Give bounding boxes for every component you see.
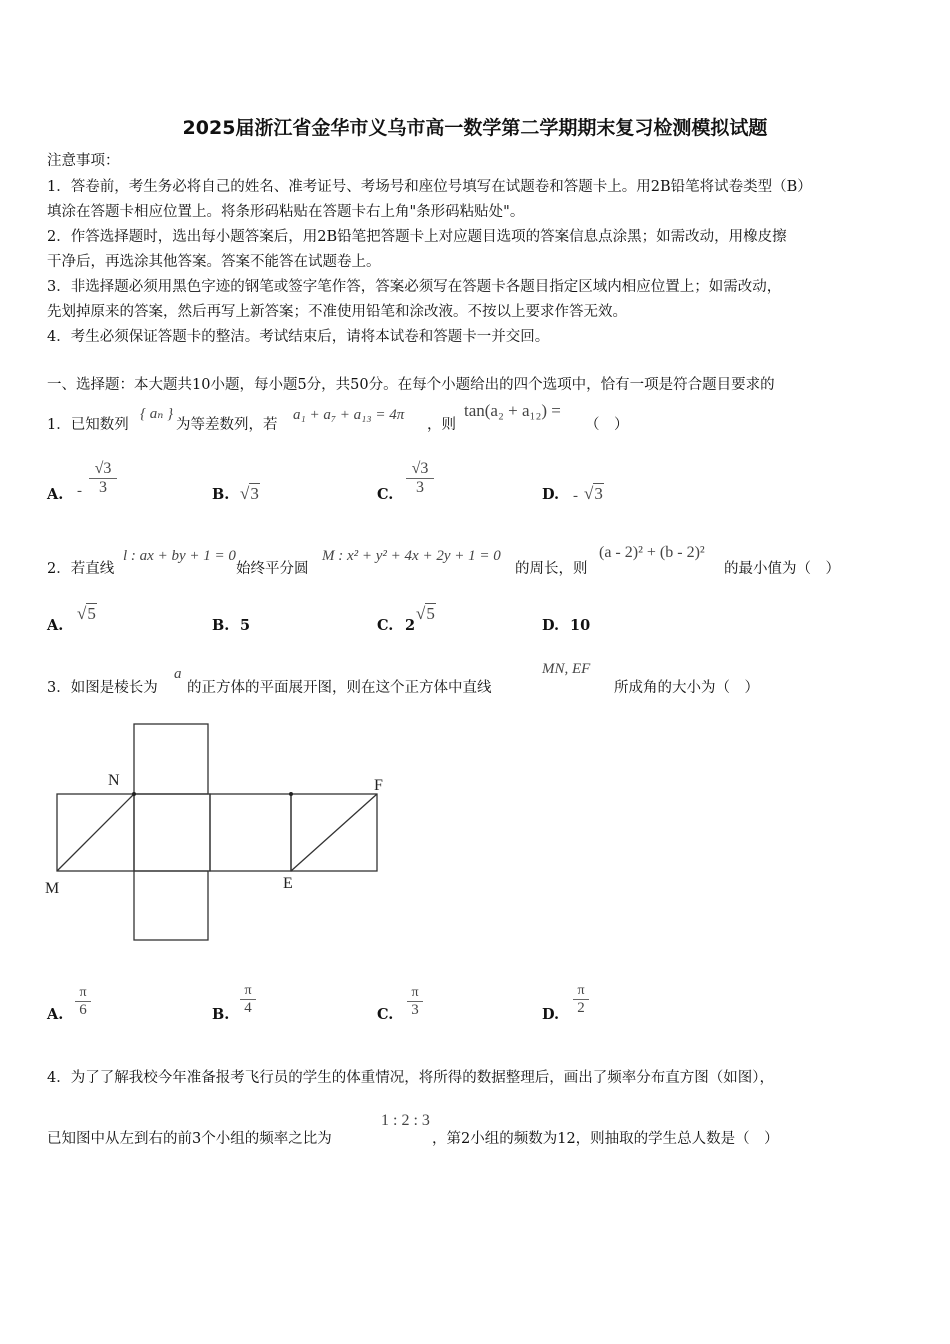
label-e: E: [283, 875, 293, 892]
q3-option-a-numerator: π: [79, 985, 87, 1000]
net-bottom-square: [134, 871, 208, 940]
q3-lines-math: MN, EF: [542, 661, 591, 677]
q2-text-4: 的最小值为（ ）: [724, 561, 840, 577]
q1-option-b-label: B.: [212, 486, 230, 503]
q3-edge-math: a: [174, 666, 182, 682]
q3-option-b-fraction: [240, 983, 256, 1017]
q2-text-2: 始终平分圆: [236, 561, 309, 577]
q3-text-3: 所成角的大小为（ ）: [614, 680, 759, 696]
q3-option-c-denominator: 3: [407, 1001, 423, 1019]
q2-text-3: 的周长，则: [515, 561, 588, 577]
q1-tan-math: tan(a₂ + a₁₂) =: [464, 401, 561, 420]
net-top-square: [134, 724, 208, 794]
q1-option-a-numerator: √3: [94, 460, 112, 477]
q3-option-c-numerator: π: [411, 985, 419, 1000]
q1-text-4: （ ）: [585, 417, 629, 433]
section-heading: 一、选择题：本大题共10小题，每小题5分，共50分。在每个小题给出的四个选项中，恰有一项是符合题目要求的: [47, 377, 775, 393]
q1-option-a-denominator: 3: [89, 478, 117, 497]
point-n-dot: [132, 792, 136, 796]
q2-option-c-sqrt: √5: [416, 604, 435, 623]
q3-text-2: 的正方体的平面展开图，则在这个正方体中直线: [187, 680, 492, 696]
q3-option-d-denominator: 2: [573, 999, 589, 1017]
q4-text-1: 4．为了了解我校今年准备报考飞行员的学生的体重情况，将所得的数据整理后，画出了频率分布直方图（如图），: [47, 1070, 774, 1086]
q3-option-b-denominator: 4: [240, 999, 256, 1017]
q3-option-b-label: B.: [212, 1006, 230, 1023]
q4-text-2: 已知图中从左到右的前3个小组的频率之比为: [47, 1131, 332, 1147]
q1-option-a-label: A.: [47, 486, 64, 503]
q2-option-a-radicand: 5: [87, 604, 96, 623]
q2-option-a-sqrt: √5: [77, 604, 96, 623]
q1-option-d-label: D.: [542, 486, 560, 503]
q2-expr-math: (a - 2)² + (b - 2)²: [599, 544, 705, 561]
q3-option-c-fraction: [407, 985, 423, 1019]
label-n: N: [108, 772, 120, 789]
q2-option-b-label: B.: [212, 617, 230, 634]
notice-line-3: 2．作答选择题时，选出每小题答案后，用2B铅笔把答题卡上对应题目选项的答案信息点涂黑；如需改动，用橡皮擦: [47, 229, 787, 245]
q2-option-c-radicand: 5: [426, 604, 435, 623]
q1-condition-math: a₁ + a₇ + a₁₃ = 4π: [293, 407, 405, 423]
q3-option-d-numerator: π: [577, 983, 585, 998]
q1-option-c-denominator: 3: [406, 478, 434, 497]
q3-option-a-fraction: [75, 985, 91, 1019]
label-m: M: [45, 880, 60, 897]
q1-option-b-radicand: 3: [250, 484, 259, 503]
net-center-square: [134, 794, 210, 871]
notice-line-6: 先划掉原来的答案，然后再写上新答案；不准使用铅笔和涂改液。不按以上要求作答无效。: [47, 304, 627, 320]
q3-option-d-fraction: [573, 983, 589, 1017]
segment-mn: [57, 794, 134, 871]
q1-option-c-label: C.: [377, 486, 394, 503]
q3-option-d-label: D.: [542, 1006, 560, 1023]
q3-option-a-label: A.: [47, 1006, 64, 1023]
point-top-dot: [289, 792, 293, 796]
q1-option-b-sqrt: √3: [240, 484, 259, 503]
q1-text-1: 1．已知数列: [47, 417, 129, 433]
q1-option-d-sign: -: [573, 488, 578, 504]
q1-sequence-math: { aₙ }: [140, 406, 174, 422]
net-right-square: [210, 794, 291, 871]
q1-option-d-radicand: 3: [594, 484, 603, 503]
notice-line-4: 干净后，再选涂其他答案。答案不能答在试题卷上。: [47, 254, 381, 270]
q1-option-c-numerator: √3: [411, 460, 429, 477]
q3-text-1: 3．如图是棱长为: [47, 680, 158, 696]
notice-heading: 注意事项：: [47, 153, 120, 169]
page-title: 2025届浙江省金华市义乌市高一数学第二学期期末复习检测模拟试题: [182, 117, 768, 139]
q2-option-c-coef: 2: [405, 617, 416, 634]
notice-line-7: 4．考生必须保证答题卡的整洁。考试结束后，请将本试卷和答题卡一并交回。: [47, 329, 550, 345]
q2-option-d-value: 10: [570, 617, 591, 634]
notice-line-5: 3．非选择题必须用黑色字迹的钢笔或签字笔作答，答案必须写在答题卡各题目指定区域内相应位置上；如需改动，: [47, 279, 782, 295]
q3-option-b-numerator: π: [244, 983, 252, 998]
notice-line-1: 1．答卷前，考生务必将自己的姓名、准考证号、考场号和座位号填写在试题卷和答题卡上。用2B铅笔将试卷类型（B）: [47, 179, 812, 195]
q2-option-d-label: D.: [542, 617, 560, 634]
segment-ef: [291, 794, 377, 871]
q2-circle-math: M : x² + y² + 4x + 2y + 1 = 0: [322, 548, 501, 564]
q1-option-d-sqrt: √3: [584, 484, 603, 503]
q1-text-3: ，则: [427, 417, 456, 433]
q4-text-3: ，第2小组的频数为12，则抽取的学生总人数是（ ）: [432, 1131, 779, 1147]
label-f: F: [374, 777, 383, 794]
q2-line-math: l : ax + by + 1 = 0: [123, 548, 236, 564]
q2-option-b-value: 5: [240, 617, 251, 634]
q2-option-c-label: C.: [377, 617, 394, 634]
notice-line-2: 填涂在答题卡相应位置上。将条形码粘贴在答题卡右上角"条形码粘贴处"。: [47, 204, 525, 220]
q4-ratio-math: 1 : 2 : 3: [381, 1112, 430, 1129]
q2-option-a-label: A.: [47, 617, 64, 634]
q1-text-2: 为等差数列，若: [176, 417, 278, 433]
q1-option-a-sign: -: [77, 483, 82, 499]
q2-text-1: 2．若直线: [47, 561, 115, 577]
q3-option-c-label: C.: [377, 1006, 394, 1023]
q3-option-a-denominator: 6: [75, 1001, 91, 1019]
